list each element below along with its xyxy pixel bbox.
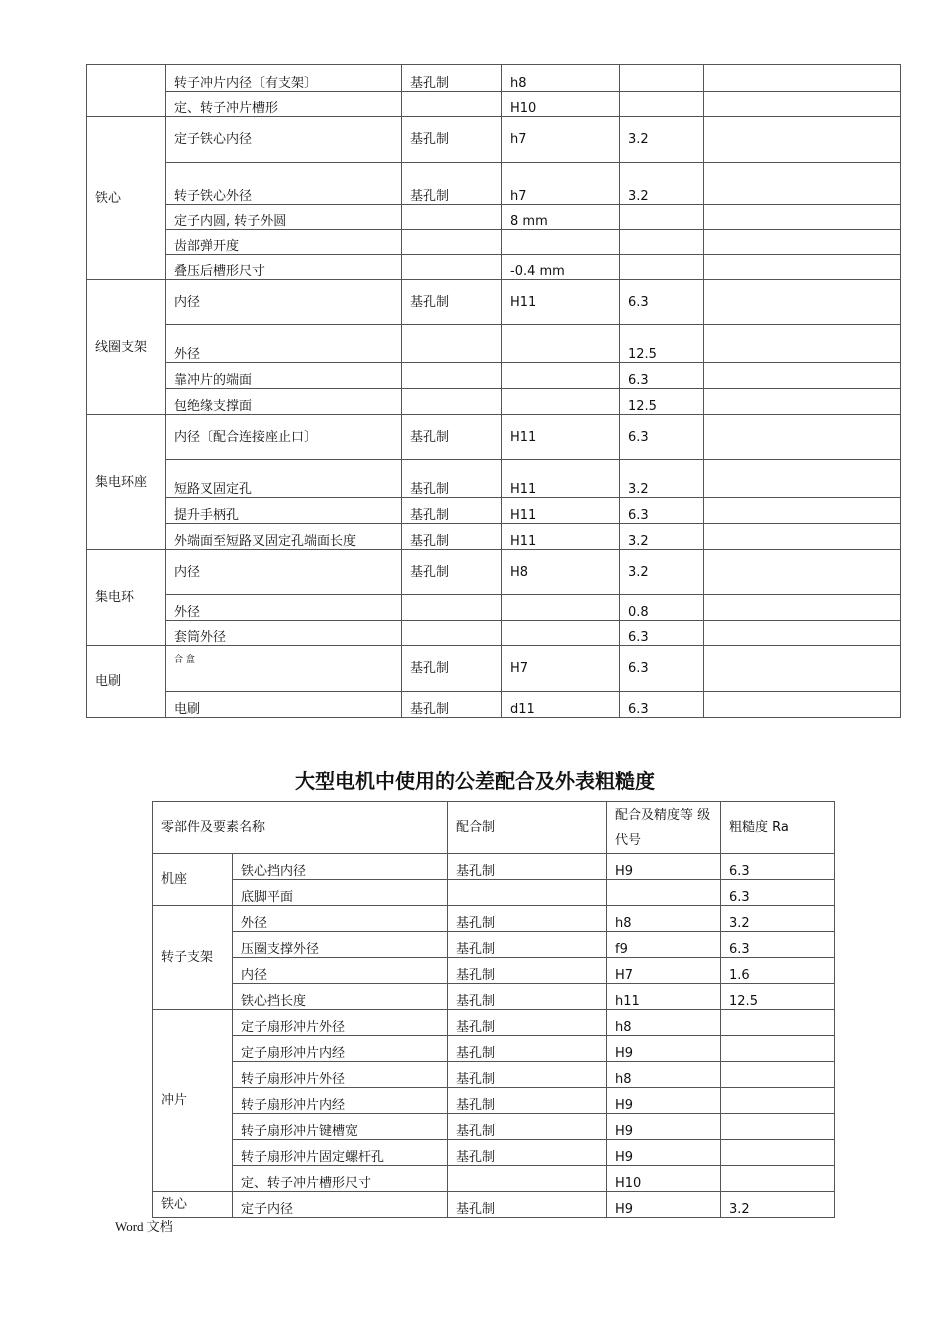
roughness-ra: 12.5 xyxy=(620,389,704,415)
table-row xyxy=(153,984,835,1010)
note-cell xyxy=(704,230,901,255)
item-name: 内径 xyxy=(166,550,402,595)
table-row xyxy=(87,163,901,205)
table-row xyxy=(87,280,901,325)
table-row xyxy=(87,389,901,415)
item-name: 定、转子冲片槽形 xyxy=(166,92,402,117)
roughness-ra xyxy=(721,1166,835,1192)
fit-system xyxy=(402,363,502,389)
table-row xyxy=(153,906,835,932)
fit-system: 基孔制 xyxy=(402,646,502,692)
note-cell xyxy=(704,389,901,415)
roughness-ra: 6.3 xyxy=(721,880,835,906)
header-part: 零部件及要素名称 xyxy=(153,802,448,854)
item-name: 定子内圆, 转子外圆 xyxy=(166,205,402,230)
item-name: 转子冲片内径〔有支架〕 xyxy=(166,65,402,92)
fit-code: h8 xyxy=(607,1062,721,1088)
roughness-ra: 3.2 xyxy=(620,550,704,595)
fit-code: H9 xyxy=(607,1192,721,1218)
fit-system: 基孔制 xyxy=(402,498,502,524)
roughness-ra xyxy=(620,255,704,280)
table-row xyxy=(87,65,901,92)
fit-code xyxy=(502,363,620,389)
fit-system xyxy=(402,230,502,255)
fit-code: H11 xyxy=(502,524,620,550)
roughness-ra: 6.3 xyxy=(620,363,704,389)
roughness-ra: 3.2 xyxy=(620,460,704,498)
table-row xyxy=(87,117,901,163)
roughness-ra: 3.2 xyxy=(721,1192,835,1218)
note-cell xyxy=(704,646,901,692)
item-name: 转子扇形冲片键槽宽 xyxy=(233,1114,448,1140)
tolerance-table-continued xyxy=(86,64,901,718)
item-name: 合 盒 xyxy=(166,646,402,692)
fit-code: h7 xyxy=(502,117,620,163)
fit-system: 基孔制 xyxy=(448,906,607,932)
fit-code: 8 mm xyxy=(502,205,620,230)
table-row xyxy=(153,1010,835,1036)
roughness-ra: 12.5 xyxy=(620,325,704,363)
roughness-ra: 6.3 xyxy=(620,280,704,325)
fit-code: H8 xyxy=(502,550,620,595)
table-row xyxy=(153,932,835,958)
group-name: 线圈支架 xyxy=(87,280,166,415)
group-name: 铁心 xyxy=(153,1192,233,1218)
fit-code: H9 xyxy=(607,854,721,880)
note-cell xyxy=(704,117,901,163)
roughness-ra xyxy=(721,1010,835,1036)
fit-system xyxy=(402,325,502,363)
fit-system: 基孔制 xyxy=(402,692,502,718)
item-name: 叠压后槽形尺寸 xyxy=(166,255,402,280)
item-name: 铁心挡长度 xyxy=(233,984,448,1010)
fit-system: 基孔制 xyxy=(448,854,607,880)
fit-code: h7 xyxy=(502,163,620,205)
roughness-ra: 3.2 xyxy=(620,163,704,205)
table-row xyxy=(87,595,901,621)
fit-system: 基孔制 xyxy=(448,1114,607,1140)
table-row xyxy=(87,646,901,692)
fit-code: H7 xyxy=(607,958,721,984)
fit-code: H9 xyxy=(607,1114,721,1140)
fit-code: h11 xyxy=(607,984,721,1010)
item-name: 压圈支撑外径 xyxy=(233,932,448,958)
fit-code: H11 xyxy=(502,498,620,524)
item-name: 定、转子冲片槽形尺寸 xyxy=(233,1166,448,1192)
roughness-ra: 0.8 xyxy=(620,595,704,621)
table-row xyxy=(153,1192,835,1218)
item-name: 定子铁心内径 xyxy=(166,117,402,163)
item-name: 转子铁心外径 xyxy=(166,163,402,205)
fit-system xyxy=(448,880,607,906)
fit-system xyxy=(402,595,502,621)
group-name: 电刷 xyxy=(87,646,166,718)
item-name: 提升手柄孔 xyxy=(166,498,402,524)
table-row xyxy=(153,1114,835,1140)
roughness-ra xyxy=(721,1062,835,1088)
fit-code: h8 xyxy=(502,65,620,92)
note-cell xyxy=(704,550,901,595)
fit-code: H7 xyxy=(502,646,620,692)
note-cell xyxy=(704,415,901,460)
note-cell xyxy=(704,595,901,621)
group-name xyxy=(87,65,166,117)
fit-system: 基孔制 xyxy=(402,524,502,550)
note-cell xyxy=(704,524,901,550)
item-name: 外径 xyxy=(166,325,402,363)
roughness-ra: 3.2 xyxy=(620,117,704,163)
fit-system xyxy=(402,621,502,646)
item-name: 转子扇形冲片固定螺杆孔 xyxy=(233,1140,448,1166)
note-cell xyxy=(704,621,901,646)
note-cell xyxy=(704,498,901,524)
roughness-ra: 1.6 xyxy=(721,958,835,984)
roughness-ra: 6.3 xyxy=(620,415,704,460)
fit-system: 基孔制 xyxy=(448,958,607,984)
roughness-ra: 3.2 xyxy=(620,524,704,550)
roughness-ra: 6.3 xyxy=(721,854,835,880)
note-cell xyxy=(704,65,901,92)
fit-system xyxy=(448,1166,607,1192)
group-name: 转子支架 xyxy=(153,906,233,1010)
item-name: 转子扇形冲片外径 xyxy=(233,1062,448,1088)
item-name: 定子扇形冲片外径 xyxy=(233,1010,448,1036)
roughness-ra xyxy=(721,1140,835,1166)
fit-code: H9 xyxy=(607,1036,721,1062)
fit-system xyxy=(402,255,502,280)
fit-system: 基孔制 xyxy=(402,65,502,92)
table-row xyxy=(153,854,835,880)
table-row xyxy=(87,692,901,718)
roughness-ra xyxy=(721,1088,835,1114)
roughness-ra xyxy=(620,230,704,255)
item-name: 靠冲片的端面 xyxy=(166,363,402,389)
group-name: 集电环座 xyxy=(87,415,166,550)
page-title: 大型电机中使用的公差配合及外表粗糙度 xyxy=(295,769,655,793)
roughness-ra xyxy=(721,1036,835,1062)
item-name: 套筒外径 xyxy=(166,621,402,646)
roughness-ra: 6.3 xyxy=(620,646,704,692)
fit-code: d11 xyxy=(502,692,620,718)
fit-system: 基孔制 xyxy=(402,415,502,460)
fit-code xyxy=(607,880,721,906)
table-row xyxy=(153,1140,835,1166)
roughness-ra xyxy=(721,1114,835,1140)
table-row xyxy=(87,550,901,595)
note-cell xyxy=(704,363,901,389)
table-row xyxy=(153,880,835,906)
note-cell xyxy=(704,163,901,205)
fit-system: 基孔制 xyxy=(448,1140,607,1166)
note-cell xyxy=(704,460,901,498)
item-name: 内径〔配合连接座止口〕 xyxy=(166,415,402,460)
group-name: 冲片 xyxy=(153,1010,233,1192)
group-name: 集电环 xyxy=(87,550,166,646)
table-row xyxy=(153,1088,835,1114)
large-motor-tolerance-table xyxy=(152,801,835,1218)
item-name: 铁心挡内径 xyxy=(233,854,448,880)
fit-system: 基孔制 xyxy=(448,1192,607,1218)
fit-code: f9 xyxy=(607,932,721,958)
item-name: 内径 xyxy=(233,958,448,984)
fit-system: 基孔制 xyxy=(402,550,502,595)
fit-code: H10 xyxy=(607,1166,721,1192)
item-name: 转子扇形冲片内经 xyxy=(233,1088,448,1114)
table-row xyxy=(87,92,901,117)
table-row xyxy=(153,1062,835,1088)
fit-code xyxy=(502,621,620,646)
item-name: 齿部弹开度 xyxy=(166,230,402,255)
table-row xyxy=(153,958,835,984)
fit-code: H9 xyxy=(607,1088,721,1114)
fit-system: 基孔制 xyxy=(402,460,502,498)
note-cell xyxy=(704,92,901,117)
item-name: 外径 xyxy=(233,906,448,932)
fit-system: 基孔制 xyxy=(402,117,502,163)
item-name: 定子内径 xyxy=(233,1192,448,1218)
fit-system: 基孔制 xyxy=(448,1062,607,1088)
fit-code: H10 xyxy=(502,92,620,117)
fit-system: 基孔制 xyxy=(448,1036,607,1062)
fit-code: H11 xyxy=(502,415,620,460)
table-row xyxy=(87,205,901,230)
roughness-ra: 6.3 xyxy=(721,932,835,958)
fit-system: 基孔制 xyxy=(448,1088,607,1114)
roughness-ra xyxy=(620,205,704,230)
note-cell xyxy=(704,325,901,363)
item-name: 外端面至短路叉固定孔端面长度 xyxy=(166,524,402,550)
fit-code: h8 xyxy=(607,906,721,932)
table-row xyxy=(87,363,901,389)
group-name: 铁心 xyxy=(87,117,166,280)
note-cell xyxy=(704,280,901,325)
table-row xyxy=(87,325,901,363)
item-name: 底脚平面 xyxy=(233,880,448,906)
header-fit: 配合制 xyxy=(448,802,607,854)
table-row xyxy=(87,255,901,280)
fit-system: 基孔制 xyxy=(448,1010,607,1036)
fit-system xyxy=(402,92,502,117)
fit-code xyxy=(502,230,620,255)
table-row xyxy=(87,498,901,524)
table-row xyxy=(87,621,901,646)
fit-code xyxy=(502,389,620,415)
item-name: 短路叉固定孔 xyxy=(166,460,402,498)
roughness-ra: 3.2 xyxy=(721,906,835,932)
fit-system: 基孔制 xyxy=(402,163,502,205)
roughness-ra: 6.3 xyxy=(620,498,704,524)
table-row xyxy=(87,230,901,255)
fit-system: 基孔制 xyxy=(402,280,502,325)
table-row xyxy=(87,524,901,550)
fit-system xyxy=(402,389,502,415)
note-cell xyxy=(704,255,901,280)
roughness-ra xyxy=(620,65,704,92)
item-name: 电刷 xyxy=(166,692,402,718)
fit-system: 基孔制 xyxy=(448,984,607,1010)
item-name: 内径 xyxy=(166,280,402,325)
roughness-ra: 12.5 xyxy=(721,984,835,1010)
roughness-ra: 6.3 xyxy=(620,621,704,646)
fit-code: h8 xyxy=(607,1010,721,1036)
header-code: 配合及精度等 级代号 xyxy=(607,802,721,854)
table-row xyxy=(87,460,901,498)
table-row xyxy=(153,1166,835,1192)
fit-code: -0.4 mm xyxy=(502,255,620,280)
fit-code xyxy=(502,595,620,621)
table-row xyxy=(153,1036,835,1062)
fit-code: H11 xyxy=(502,460,620,498)
roughness-ra xyxy=(620,92,704,117)
note-cell xyxy=(704,205,901,230)
note-cell xyxy=(704,692,901,718)
item-name: 外径 xyxy=(166,595,402,621)
group-name: 机座 xyxy=(153,854,233,906)
fit-code: H9 xyxy=(607,1140,721,1166)
fit-system xyxy=(402,205,502,230)
footer-text: Word 文档 xyxy=(115,1219,173,1234)
table-header-row xyxy=(153,802,835,854)
fit-code: H11 xyxy=(502,280,620,325)
item-name: 定子扇形冲片内经 xyxy=(233,1036,448,1062)
fit-code xyxy=(502,325,620,363)
roughness-ra: 6.3 xyxy=(620,692,704,718)
item-name: 包绝缘支撑面 xyxy=(166,389,402,415)
fit-system: 基孔制 xyxy=(448,932,607,958)
header-ra: 粗糙度 Ra xyxy=(721,802,835,854)
table-row xyxy=(87,415,901,460)
